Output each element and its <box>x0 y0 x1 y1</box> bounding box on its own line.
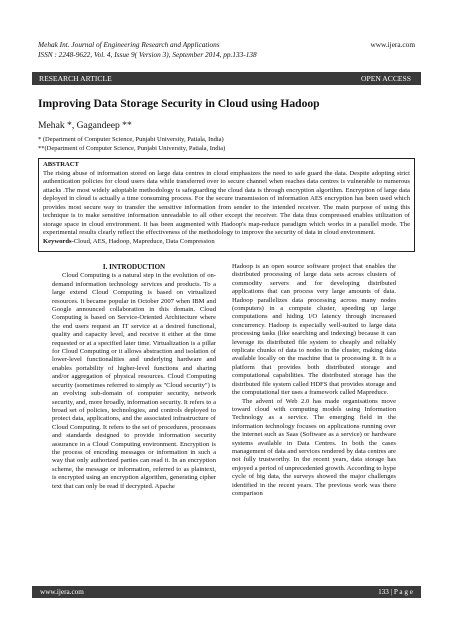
intro-paragraph-3: The advent of Web 2.0 has made organisations move toward cloud with computing models using Information Technology as a service. The emerging field in the information technology focuses on applications running over the internet such as Saas (Software as a service) or hardware systems available in Data Centres. In both the cases management of data and services rendered by data centres are not fully trustworthy. In the recent years, data storage has enjoyed a period of unprecedented growth. According to hype cycle of big data, the surveys showed the major challenges identified in the recent years. The previous work was there comparison <box>232 397 396 497</box>
abstract-text: The rising abuse of information stored on large data centres in cloud emphasizes the need to safe guard the data. Despite adopting strict authentication policies for cloud users data while transferred over to secure channel when reaches data centres is vulnerable to numerous attacks .The most widely adoptable methodology is safeguarding the cloud data is through encryption algorithm. Encryption of large data deployed in cloud is actually a time consuming process. For the secure transmission of information AES encryption has been used which provides most secure way to transfer the sensitive information from sender to the intended receiver. The main purpose of using this technique is to make sensitive information unreadable to all other except the receiver. The data thus compressed enables utilization of storage space in cloud environment. It has been augmented with Hadoop's map-reduce paradigm which works in a parallel mode. The experimental results clearly reflect the effectiveness of the methodology to improve the security of data in cloud environment. <box>43 169 410 236</box>
header-url[interactable]: www.ijera.com <box>370 40 415 49</box>
journal-line-2: ISSN : 2248-9622, Vol. 4, Issue 9( Version 3), September 2014, pp.133-138 <box>38 50 257 59</box>
intro-paragraph-2: Hadoop is an open source software project that enables the distributed processing of large data sets across clusters of commodity servers and for developing distributed applications that can process very large amounts of data. Hadoop parallelizes data processing across many nodes (computers) in a compute cluster, speeding up large computations and hiding I/O latency through increased concurrency. Hadoop is especially well-suited to large data processing tasks (like searching and indexing) because it can leverage its distributed file system to cheaply and reliably replicate chunks of data to nodes in the cluster, making data available locally on the machine that is processing it. It is a platform that provides both distributed storage and computational capabilities. The distributed storage has the distributed file system called HDFS that provides storage and the computational tier uses a framework called Mapreduce. <box>232 263 396 397</box>
abstract-box <box>38 158 415 252</box>
keywords-label: Keywords- <box>43 237 74 245</box>
research-article-label: RESEARCH ARTICLE <box>39 74 112 83</box>
open-access-label: OPEN ACCESS <box>360 74 411 83</box>
intro-paragraph-1: Cloud Computing is a natural step in the evolution of on-demand information technology services and products. To a large extend Cloud Computing is based on virtualized resources. It became popular in October 2007 when IBM and Google announced collaboration in this domain. Cloud Computing is based on Service-Oriented Architecture where the end users request an IT service at a desired functional, quality and capacity level, and receive it either at the time requested or at a specified later time. Virtualization is a pillar for Cloud Computing or it allows abstraction and isolation of lower-level functionalities and underlying hardware and enables portability of higher-level functions and sharing and/or aggregation of physical resources. Cloud Computing security (sometimes referred to simply as "Cloud security") is an evolving sub-domain of computer security, network security, and, more broadly, information security. It refers to a broad set of policies, technologies, and controls deployed to protect data, applications, and the associated infrastructure of Cloud Computing. It refers to the set of procedures, processes and standards designed to provide information security assurance in a Cloud Computing environment. Encryption is the process of encoding messages or information in such a way that only authorized parties can read it. In an encryption scheme, the message or information, referred to as plaintext, is encrypted using an encryption algorithm, generating cipher text that can only be read if decrypted. Apache <box>52 272 216 490</box>
footer-band <box>32 586 421 598</box>
page-number: 133 | P a g e <box>378 588 413 596</box>
abstract-heading: ABSTRACT <box>43 161 79 168</box>
keywords <box>43 238 410 247</box>
paper-authors: Mehak *, Gagandeep ** <box>38 120 132 131</box>
section-heading-introduction: I. INTRODUCTION <box>102 263 166 271</box>
running-header <box>38 40 415 60</box>
affiliations <box>38 135 225 153</box>
footer-url[interactable]: www.ijera.com <box>40 588 84 596</box>
paper-title: Improving Data Storage Security in Cloud using Hadoop <box>38 97 320 110</box>
right-column <box>232 263 396 579</box>
journal-line-1: Mehak Int. Journal of Engineering Research and Applications <box>38 40 220 49</box>
article-type-band <box>32 72 421 85</box>
affiliation-2: **(Department of Computer Science, Punjabi University, Patiala, India) <box>38 145 226 152</box>
affiliation-1: * (Department of Computer Science, Punjabi University, Patiala, India) <box>38 136 224 143</box>
left-column <box>52 263 216 579</box>
keywords-text: Cloud, AES, Hadoop, Mapreduce, Data Compression <box>73 237 215 245</box>
